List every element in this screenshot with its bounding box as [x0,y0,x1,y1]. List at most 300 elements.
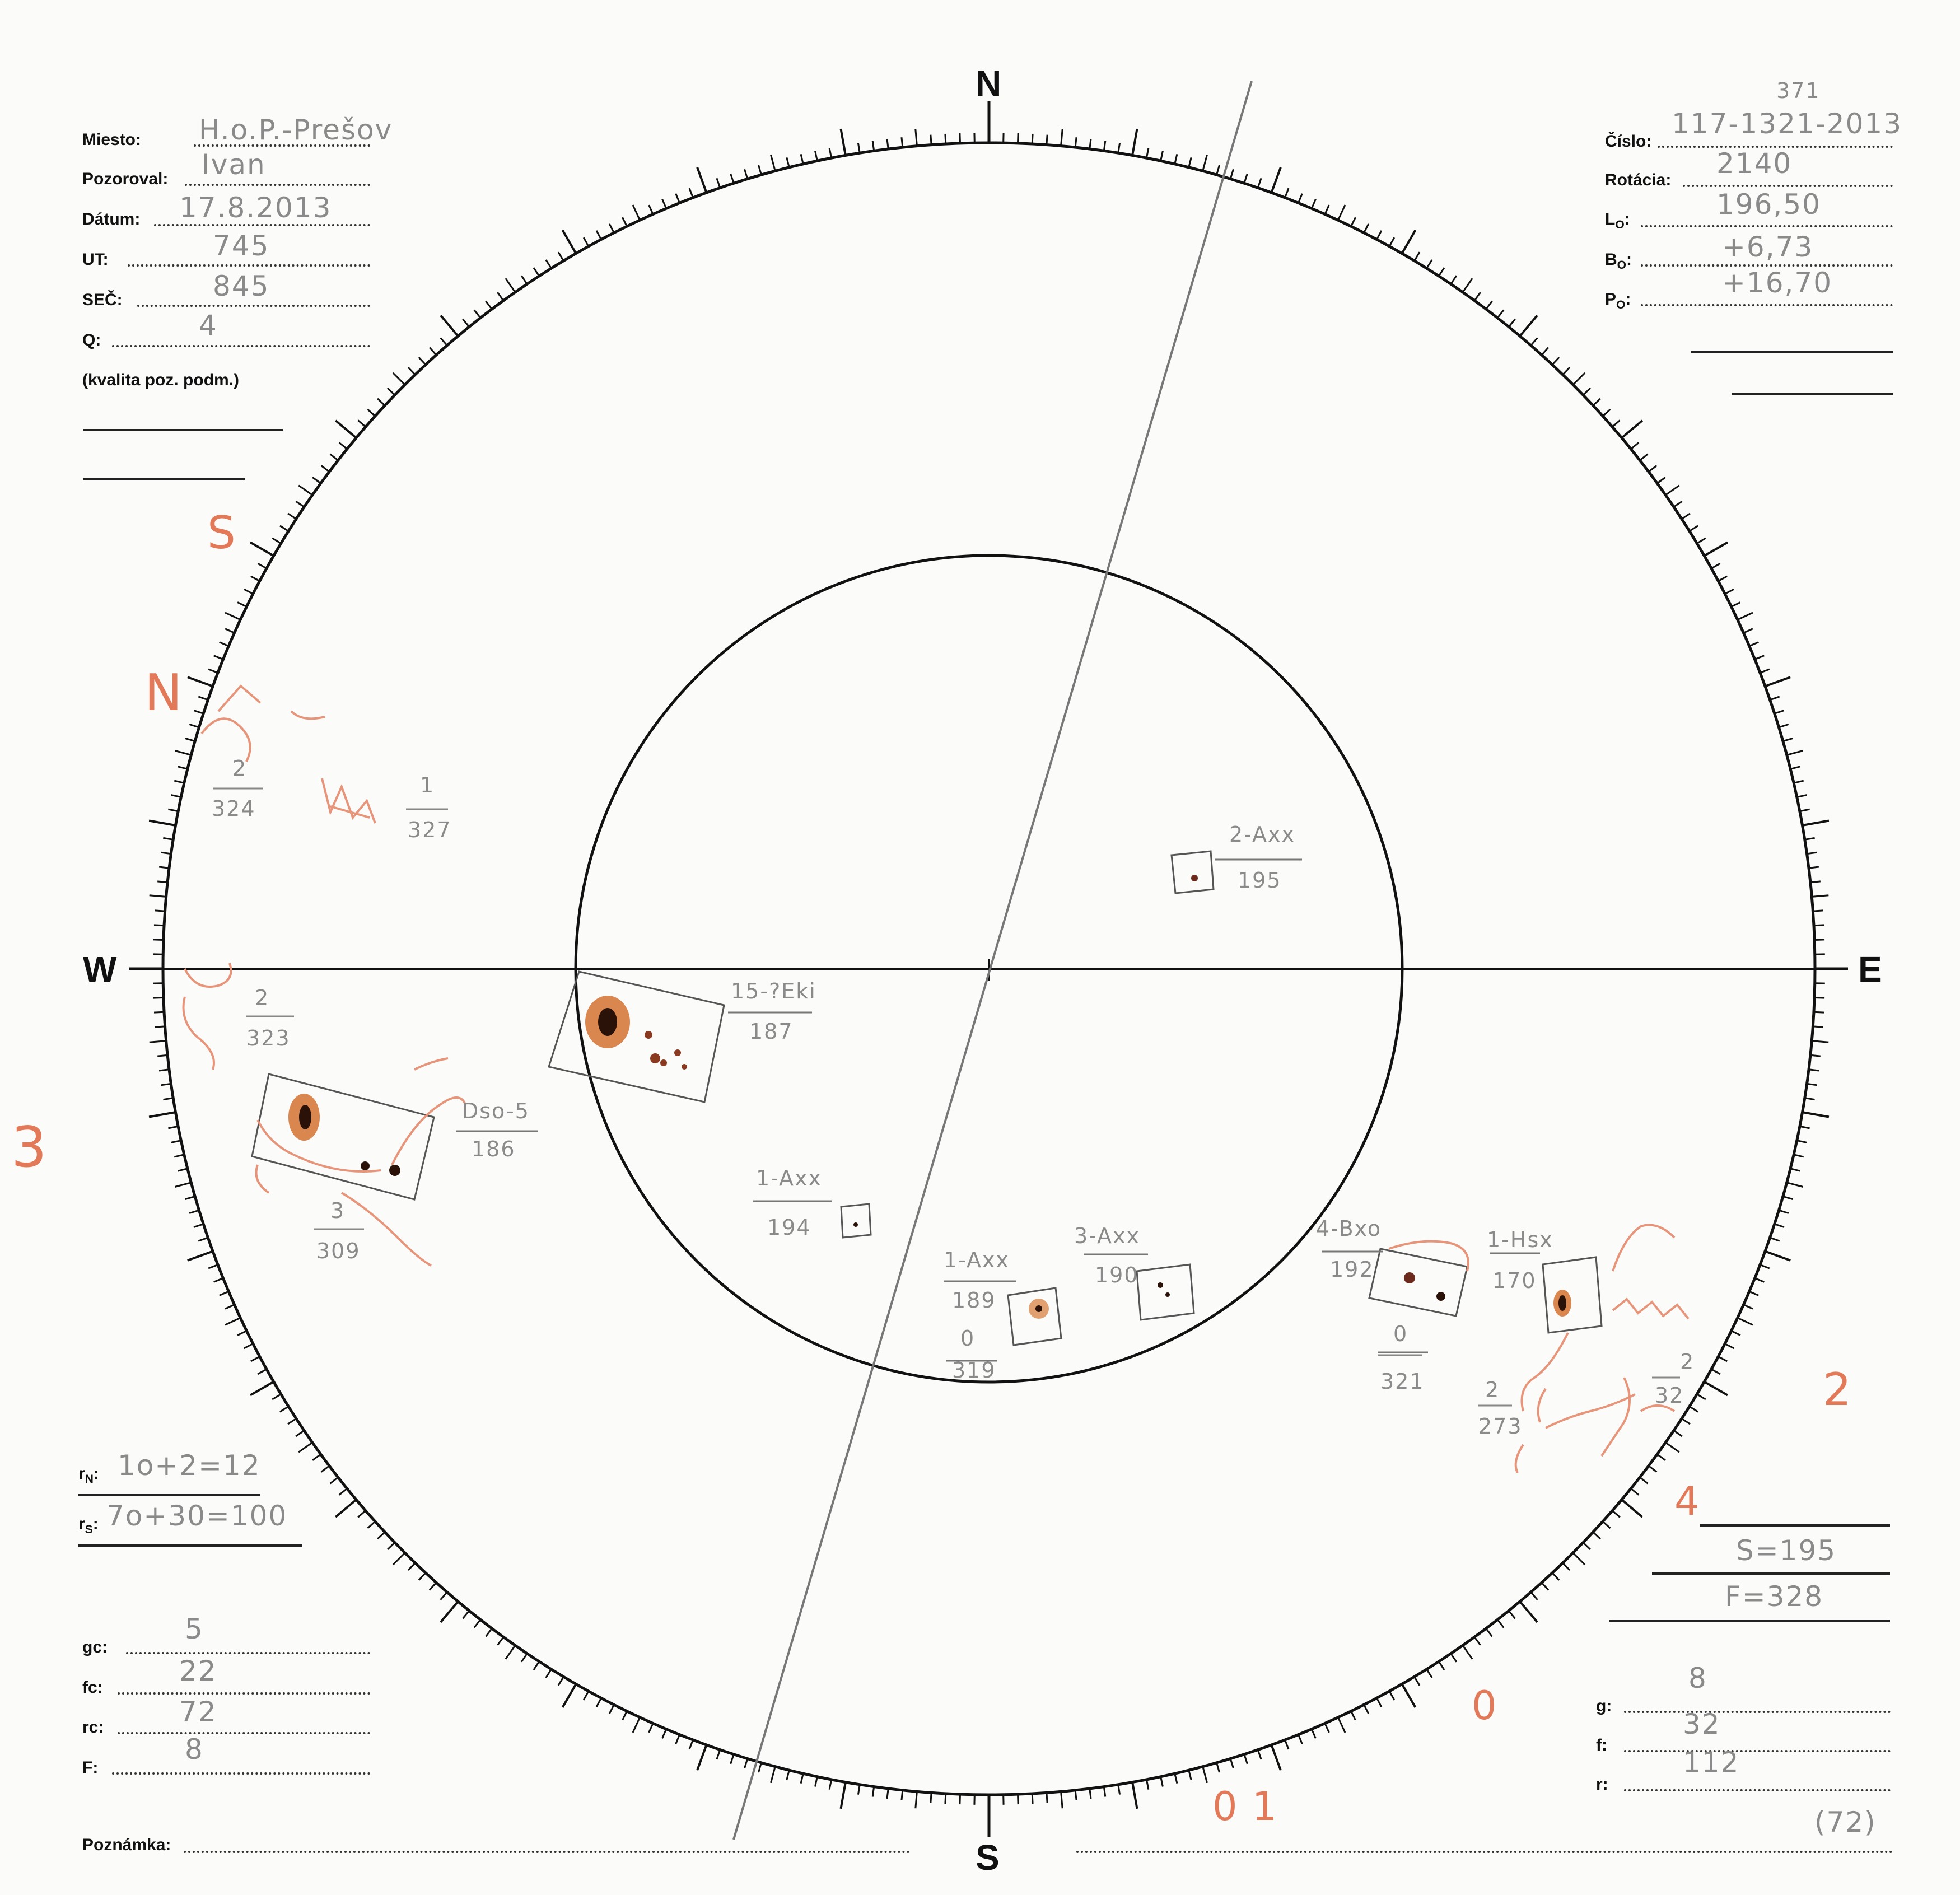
degree-tick [1622,421,1642,438]
degree-tick [335,421,356,438]
degree-tick [945,1794,946,1804]
degree-tick [474,1619,480,1627]
fraction-top-4: 3 [330,1198,346,1223]
degree-tick [1175,1773,1177,1784]
poznamka-label: Poznámka: [82,1836,171,1854]
pozoroval-value[interactable]: Ivan [202,148,266,181]
degree-tick [841,129,846,155]
degree-tick [1161,151,1163,161]
degree-tick [441,1602,458,1622]
degree-tick [339,442,347,449]
red-mark-n: N [144,664,184,722]
group-num-192: 192 [1330,1257,1374,1282]
degree-tick [1622,1500,1642,1517]
degree-tick [1809,867,1819,868]
degree-tick [609,1705,614,1714]
sum-line-2 [1652,1572,1890,1575]
g-value[interactable]: 8 [1688,1662,1707,1695]
degree-tick [731,1754,734,1764]
fraction-top-1: 2 [232,756,248,781]
degree-tick [1682,1418,1690,1424]
fc-value[interactable]: 22 [179,1655,217,1687]
degree-tick [497,292,503,301]
degree-tick [1612,421,1620,427]
red-mark-3: 3 [11,1114,48,1180]
degree-tick [521,1654,527,1662]
degree-tick [1794,1155,1804,1157]
east-label: E [1858,949,1882,989]
degree-tick [1794,781,1804,783]
q-value[interactable]: 4 [199,309,218,342]
degree-tick [1203,1767,1207,1783]
degree-tick [298,486,312,495]
degree-tick [745,169,748,179]
red-mark-s: S [207,507,237,559]
degree-tick [697,1745,706,1770]
F-value[interactable]: 8 [185,1733,204,1766]
degree-tick [1018,1794,1019,1804]
degree-tick [1725,1344,1734,1348]
degree-tick [1018,133,1019,143]
degree-tick [872,141,874,151]
degree-tick [689,188,693,198]
degree-tick [1189,1770,1191,1780]
degree-tick [1690,1407,1698,1412]
degree-tick [1439,1661,1444,1670]
degree-tick [225,629,234,633]
degree-tick [916,1791,917,1808]
degree-tick [1810,1055,1821,1056]
degree-tick [154,925,164,926]
degree-tick [198,1238,208,1241]
degree-tick [1803,821,1829,825]
degree-tick [1161,1777,1163,1787]
fraction-top-8: 2 [1680,1350,1695,1374]
degree-tick [1593,399,1600,405]
rotacia-value[interactable]: 2140 [1716,147,1793,180]
g-label: g: [1596,1697,1612,1715]
red-mark-01: 0 1 [1212,1784,1278,1829]
degree-tick [1803,1112,1829,1117]
degree-tick [1807,852,1817,854]
degree-tick [1415,1677,1420,1686]
degree-tick [159,867,169,868]
degree-tick [1531,1592,1538,1600]
degree-tick [1790,767,1800,769]
quality-note: (kvalita poz. podm.) [82,371,240,389]
degree-tick [1787,751,1803,755]
degree-tick [1770,1238,1780,1241]
degree-tick [1749,1291,1759,1295]
degree-tick [1744,1305,1753,1309]
degree-tick [1665,1443,1679,1452]
degree-tick [1563,1563,1570,1570]
rn-value[interactable]: 1o+2=12 [118,1449,261,1482]
degree-tick [358,421,366,427]
degree-tick [163,838,173,839]
degree-tick [1520,315,1537,336]
degree-tick [1704,1382,1728,1395]
degree-tick [1779,725,1789,727]
rotacia-label: Rotácia: [1605,171,1672,189]
lo-label: $L_O$: [1605,210,1630,231]
degree-tick [584,1691,589,1700]
degree-tick [244,589,253,594]
fc-line [118,1692,370,1695]
degree-tick [1338,205,1345,220]
rc-value[interactable]: 72 [179,1696,217,1728]
degree-tick [887,139,888,149]
degree-tick [1649,466,1656,472]
degree-tick [1765,677,1790,686]
degree-tick [358,1511,366,1518]
degree-tick [497,1637,503,1645]
degree-tick [175,1183,191,1187]
degree-tick [1389,237,1394,246]
degree-tick [441,338,447,346]
degree-tick [1189,157,1191,167]
degree-tick [1497,1619,1504,1627]
degree-tick [161,1084,171,1085]
degree-tick [801,1773,803,1784]
degree-tick [388,388,395,395]
fraction-bot-6: 321 [1380,1369,1425,1394]
degree-tick [1603,409,1610,416]
degree-tick [1682,514,1690,519]
degree-tick [1474,292,1481,301]
degree-tick [534,268,539,276]
degree-tick [1531,338,1538,346]
degree-tick [1203,155,1207,171]
sec-value[interactable]: 845 [213,270,270,302]
degree-tick [441,1592,447,1600]
degree-tick [717,1750,720,1759]
degree-tick [1244,1754,1248,1764]
degree-tick [1217,165,1220,175]
F-line [112,1772,370,1775]
degree-tick [1032,134,1033,144]
degree-tick [1272,1745,1281,1770]
degree-tick [430,1583,436,1590]
degree-tick [1583,388,1590,395]
r-line [1624,1789,1891,1791]
cislo-value[interactable]: 117-1321-2013 [1672,108,1903,140]
degree-tick [858,1785,860,1795]
degree-tick [1217,1763,1220,1772]
cislo-label: Číslo: [1605,132,1652,151]
degree-tick [1732,1331,1740,1336]
degree-tick [1797,795,1807,797]
degree-tick [168,1126,178,1128]
poznamka-line-left [184,1851,910,1853]
f-label: f: [1596,1736,1607,1754]
degree-tick [1299,194,1303,203]
degree-tick [280,1407,288,1412]
degree-tick [486,1628,492,1636]
corner-note: (72) [1814,1806,1877,1838]
degree-tick [1573,1553,1585,1565]
degree-tick [787,157,789,167]
degree-tick [1770,697,1780,700]
degree-tick [388,1543,395,1550]
ut-label: UT: [82,250,109,269]
degree-tick [771,1767,776,1783]
degree-tick [1563,367,1570,375]
r-value[interactable]: 112 [1683,1746,1740,1779]
degree-tick [1725,589,1734,594]
degree-tick [1427,260,1432,268]
degree-tick [1800,809,1810,811]
degree-tick [185,1197,195,1199]
rotation-axis [734,81,1252,1840]
degree-tick [887,1789,888,1799]
degree-tick [1718,576,1727,581]
degree-tick [1427,1669,1432,1678]
degree-tick [829,148,832,158]
lo-value[interactable]: 196,50 [1716,188,1821,221]
degree-tick [1805,1098,1815,1100]
degree-tick [633,1717,640,1733]
degree-tick [609,224,614,233]
degree-tick [161,852,171,854]
degree-tick [759,165,762,175]
group-num-189: 189 [952,1288,996,1313]
degree-tick [214,1278,223,1282]
degree-tick [1389,1691,1394,1700]
degree-tick [1118,1785,1120,1795]
fraction-bot-7: 273 [1478,1414,1523,1439]
degree-tick [220,1291,229,1295]
degree-tick [474,310,480,318]
group-num-194: 194 [767,1215,811,1240]
degree-tick [171,1141,181,1143]
group-label-189: 1-Axx [944,1248,1010,1272]
group-num-170: 170 [1492,1268,1537,1293]
rn-line [78,1494,260,1496]
rs-value[interactable]: 7o+30=100 [106,1500,288,1532]
fraction-top-2: 1 [420,773,435,797]
f-value[interactable]: 32 [1683,1708,1721,1740]
F-label: F: [82,1758,99,1777]
degree-tick [1718,1357,1727,1361]
degree-tick [1104,1787,1105,1797]
degree-tick [623,217,627,226]
degree-tick [1765,1252,1790,1261]
degree-tick [258,1369,267,1374]
degree-tick [1175,154,1177,164]
g-line [1624,1711,1891,1713]
datum-value[interactable]: 17.8.2013 [179,192,332,224]
degree-tick [272,538,281,543]
degree-tick [1807,1084,1817,1085]
degree-tick [623,1711,627,1720]
cislo-note: 371 [1776,78,1821,103]
degree-tick [419,1573,426,1580]
degree-tick [1285,188,1289,198]
degree-tick [1760,1265,1770,1268]
ut-value[interactable]: 745 [213,230,270,262]
degree-tick [272,1394,281,1399]
degree-tick [377,399,385,405]
degree-tick [771,155,776,171]
degree-tick [1749,642,1759,646]
degree-tick [178,767,188,769]
degree-tick [1451,1654,1457,1662]
degree-tick [157,881,167,883]
rs-line [78,1544,302,1547]
gc-value[interactable]: 5 [185,1613,204,1645]
degree-tick [220,642,229,646]
degree-tick [1415,252,1420,261]
degree-tick [208,1265,218,1268]
degree-tick [1744,629,1753,633]
group-label-190: 3-Axx [1074,1224,1141,1248]
rc-line [118,1732,370,1734]
miesto-label: Miesto: [82,130,141,149]
sunspot-group-170[interactable] [1490,1253,1602,1333]
degree-tick [1783,1197,1793,1199]
degree-tick [194,1224,203,1227]
degree-tick [1690,526,1698,531]
degree-tick [1649,1466,1656,1472]
degree-tick [546,1669,552,1678]
po-value[interactable]: +16,70 [1722,267,1833,299]
group-label-187: 15-?Eki [731,979,816,1003]
degree-tick [250,543,274,556]
group-num-186: 186 [472,1137,516,1161]
miesto-value[interactable]: H.o.P.-Prešov [199,114,393,146]
degree-tick [1775,1224,1784,1227]
degree-tick [1612,1511,1620,1518]
degree-tick [1402,230,1416,254]
bo-value[interactable]: +6,73 [1722,231,1814,263]
degree-tick [237,1331,246,1336]
group-num-190: 190 [1095,1263,1139,1287]
fraction-top-3: 2 [255,986,270,1010]
degree-tick [1640,454,1648,460]
degree-tick [1090,139,1091,149]
degree-tick [225,613,240,620]
degree-tick [1813,1026,1823,1027]
degree-tick [312,1454,321,1460]
degree-tick [163,1098,173,1100]
degree-tick [1451,276,1457,284]
s-value[interactable]: S=195 [1736,1534,1837,1567]
degree-tick [1810,881,1821,883]
degree-tick [534,1661,539,1670]
degree-tick [225,1318,240,1325]
fraction-bot-8: 32 [1655,1383,1684,1408]
degree-tick [1738,613,1753,620]
degree-tick [1338,1717,1345,1733]
degree-tick [1258,1750,1261,1759]
degree-tick [244,1344,253,1348]
degree-tick [288,514,296,519]
degree-tick [558,252,563,261]
degree-tick [330,1477,338,1483]
gc-label: gc: [82,1638,108,1656]
degree-tick [174,1155,184,1157]
degree-tick [1325,1724,1329,1733]
degree-tick [1486,301,1492,309]
f-total-value[interactable]: F=328 [1725,1580,1824,1613]
degree-tick [916,129,917,146]
degree-tick [1377,1698,1382,1707]
fraction-bot-1: 324 [212,796,256,821]
degree-tick [225,1305,234,1309]
degree-tick [676,194,680,203]
degree-tick [189,1210,199,1213]
degree-tick [185,739,195,741]
north-label: N [976,63,1002,104]
degree-tick [171,795,181,797]
degree-tick [149,821,175,825]
degree-tick [633,205,640,220]
degree-tick [368,1521,375,1528]
degree-tick [1463,1645,1472,1659]
degree-tick [1377,231,1382,240]
degree-tick [1351,1711,1356,1720]
degree-tick [1800,1126,1810,1128]
degree-tick [188,677,213,686]
degree-tick [377,1532,385,1539]
degree-tick [149,1112,175,1117]
gc-line [126,1652,370,1654]
degree-tick [662,1729,666,1739]
sunspot-group-195[interactable] [1172,851,1302,893]
degree-tick [801,154,803,164]
degree-tick [676,1735,680,1744]
degree-tick [506,278,515,292]
degree-tick [258,563,267,568]
degree-tick [1509,319,1515,327]
degree-tick [759,1763,762,1772]
degree-tick [175,751,191,755]
degree-tick [584,237,589,246]
degree-tick [1463,278,1472,292]
degree-tick [1783,739,1793,741]
degree-tick [1520,1602,1537,1622]
degree-tick [596,1698,601,1707]
degree-tick [1351,217,1356,226]
degree-tick [1805,838,1815,839]
degree-tick [1132,129,1137,155]
degree-tick [1704,543,1728,556]
degree-tick [815,151,818,161]
degree-tick [1509,1611,1515,1618]
degree-tick [368,409,375,416]
degree-tick [1665,486,1679,495]
degree-tick [1573,373,1585,385]
degree-tick [872,1787,874,1797]
degree-tick [745,1759,748,1768]
degree-tick [731,174,734,183]
group-label-192: 4-Bxo [1316,1216,1382,1241]
degree-tick [1812,1041,1828,1043]
degree-tick [902,137,903,147]
west-label: W [83,949,117,989]
degree-tick [155,1026,165,1027]
degree-tick [150,1041,166,1043]
degree-tick [1364,224,1369,233]
degree-tick [787,1770,789,1780]
degree-tick [178,1169,188,1171]
degree-tick [1486,1628,1492,1636]
degree-tick [339,1488,347,1495]
rc-label: rc: [82,1718,104,1737]
degree-tick [463,319,469,327]
degree-tick [189,725,199,727]
